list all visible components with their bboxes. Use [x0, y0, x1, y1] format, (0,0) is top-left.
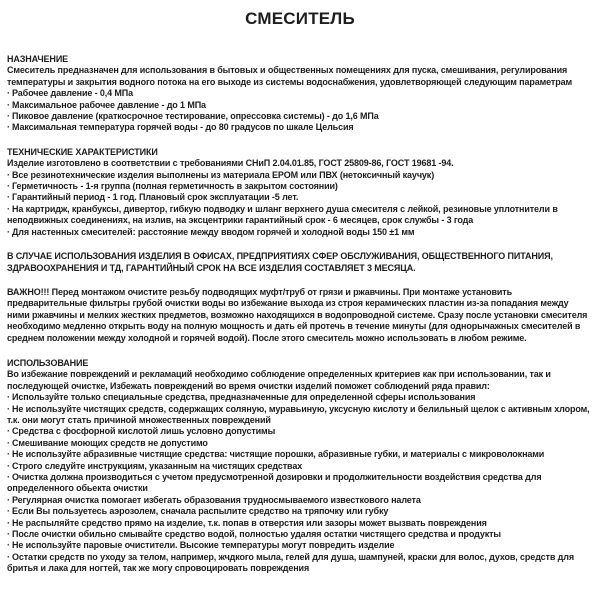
bullet-icon: · — [7, 506, 10, 517]
list-item-text: Смешивание моющих средств не допустимо — [12, 437, 208, 448]
section-usage — [7, 358, 593, 575]
office-warranty-notice: В СЛУЧАЕ ИСПОЛЬЗОВАНИЯ ИЗДЕЛИЯ В ОФИСАХ, ПРЕДПРИЯТИЯХ СФЕР ОБСЛУЖИВАНИЯ, ОБЩЕСТВЕННОГО ПИТАНИЯ, ЗДРАВООХРАНЕНИЯ И ТД, ГАРАНТИЙНЫЙ СРОК НА ВСЕ ИЗДЕЛИЯ СОСТАВЛЯЕТ 3 МЕСЯЦА. — [7, 251, 553, 273]
list-item — [7, 88, 593, 99]
section-intro: Смеситель предназначен для использования в бытовых и общественных помещениях для пуска, смешивания, регулирования температуры и закрытия водного потока на его выходе из системы водоснабжения, удовлетворяющей следующим параметрам — [7, 65, 573, 87]
section-tech — [7, 147, 593, 238]
list-item — [7, 552, 593, 575]
list-item — [7, 204, 593, 227]
list-item-text: Используйте только специальные средства, предназначенные для определенной сферы использования — [12, 392, 476, 403]
section-intro: Изделие изготовлено в соответствии с требованиями СНиП 2.04.01.85, ГОСТ 25809-86, ГОСТ 19681 -94. — [7, 158, 454, 169]
bullet-icon: · — [7, 517, 10, 528]
list-item-text: Пиковое давление (краткосрочное тестирование, опрессовка системы) - до 1,6 МПа — [12, 111, 379, 122]
list-item-text: Рабочее давление - 0,4 МПа — [12, 88, 134, 99]
list-item-text: Не используйте абразивные чистящие средства: чистящие порошки, абразивные губки, и материалы с микроволокнами — [12, 449, 545, 460]
list-item — [7, 404, 593, 427]
bullet-icon: · — [7, 181, 10, 192]
bullet-icon: · — [7, 226, 10, 237]
list-item — [7, 438, 593, 449]
bullet-icon: · — [7, 392, 10, 403]
list-item — [7, 506, 593, 517]
document-title: СМЕСИТЕЛЬ — [245, 9, 355, 28]
section-intro: Во избежание повреждений и рекламаций необходимо соблюдение определенных критериев как при использовании, так и последующей очистке, Избежать повреждений во время очистки изделий поможет соблюдений ряда правил: — [7, 369, 551, 391]
list-item — [7, 472, 593, 495]
list-item — [7, 529, 593, 540]
list-item-text: Не используйте чистящих средств, содержащих соляную, муравьиную, уксусную кислоту и белильный щелок с активным хлором, т.к. они могут стать причиной множественных повреждений — [7, 403, 590, 425]
list-item-text: Максимальная температура горячей воды - до 80 градусов по шкале Цельсия — [12, 122, 354, 133]
bullet-icon: · — [7, 169, 10, 180]
bullet-icon: · — [7, 426, 10, 437]
bullet-icon: · — [7, 551, 10, 562]
list-item — [7, 495, 593, 506]
list-item — [7, 122, 593, 133]
important-notice: ВАЖНО!!! Перед монтажом очистите резьбу подводящих муфт/труб от грязи и ржавчины. При монтаже установить предварительные фильтры грубой очистки воды во избежание выхода из строя керамических пластин из-за попадания между ними ржавчины и мелких жестких предметов, возможно находящихся в водопроводной системе. Сразу после установки смесителя необходимо медленно открыть воду на полную мощность и дать ей протечь в течение минуты (для однорычажных смесителей в среднем положении между холодной и горячей водой). После этого смеситель можно использовать в любом режиме. — [7, 286, 588, 343]
list-item — [7, 111, 593, 122]
list-item-text: Максимальное рабочее давление - до 1 МПа — [12, 99, 206, 110]
bullet-icon: · — [7, 203, 10, 214]
bullet-icon: · — [7, 99, 10, 110]
section-naznachenie — [7, 54, 593, 134]
list-item — [7, 227, 593, 238]
list-item-text: Для настенных смесителей: расстояние между вводом горячей и холодной воды 150 ±1 мм — [12, 226, 415, 237]
list-item-text: После очистки обильно смывайте средство водой, полностью удаляя остатки чистящего средства и продукты — [12, 529, 501, 540]
list-item-text: Остатки средств по уходу за телом, например, жчдкого мыла, гелей для душа, шампуней, краски для волос, духов, средств для бритья и лака для ногтей, так же могу спровоцировать повреждения — [7, 551, 574, 574]
bullet-icon: · — [7, 540, 10, 551]
list-item — [7, 540, 593, 551]
section-header-naznachenie: НАЗНАЧЕНИЕ — [7, 54, 69, 64]
bullet-icon: · — [7, 472, 10, 482]
list-item-text: Если Вы пользуетесь аэрозолем, сначала распылите средство на тряпочку или губку — [12, 506, 389, 517]
bullet-icon: · — [7, 88, 10, 99]
list-item — [7, 426, 593, 437]
section-header-tech: ТЕХНИЧЕСКИЕ ХАРАКТЕРИСТИКИ — [7, 146, 158, 157]
list-item-text: На картридж, кранбуксы, дивертор, гибкую подводку и шланг верхнего душа смесителя с лейкой, резиновые уплотнители в неподвижных соединениях, на излив, на эксцентрики гарантийный срок - 6 месяцев, срок службы - 3 года — [7, 203, 558, 226]
list-item — [7, 392, 593, 403]
section-header-usage: ИСПОЛЬЗОВАНИЕ — [7, 357, 89, 368]
list-item — [7, 170, 593, 181]
bullet-icon: · — [7, 449, 10, 460]
bullet-icon: · — [7, 403, 10, 414]
bullet-icon: · — [7, 122, 10, 133]
list-item — [7, 100, 593, 111]
list-item-text: Все резинотехнические изделия выполнены из материала EPOM или ПВХ (нетоксичный каучук) — [12, 169, 435, 180]
list-item-text: Строго следуйте инструкциям, указанным на чистящих средствах — [12, 460, 303, 471]
bullet-icon: · — [7, 192, 10, 203]
list-item-text: Регулярная очистка помогает избегать образования трудносмываемого известкового налета — [12, 494, 421, 505]
list-item — [7, 449, 593, 460]
bullet-icon: · — [7, 460, 10, 471]
list-item-text: Герметичность - 1-я группа (полная герметичность в закрытом состоянии) — [12, 181, 338, 192]
bullet-icon: · — [7, 529, 10, 540]
list-item-text: Средства с фосфорной кислотой лишь условно допустимы — [12, 426, 276, 437]
bullet-icon: · — [7, 494, 10, 505]
list-item — [7, 181, 593, 192]
list-item — [7, 192, 593, 203]
list-item-text: Не используйте паровые очистители. Высокие температуры могут повредить изделие — [12, 540, 395, 551]
list-item-text: Очистка должна производиться с учетом предусмотренной дозировки и продолжительности воздействия средства для определенного обьекта очистки — [7, 472, 542, 494]
bullet-icon: · — [7, 437, 10, 448]
list-item-text: Не распыляйте средство прямо на изделие, т.к. попав в отверстия или зазоры может вызвать повреждения — [12, 517, 487, 528]
list-item-text: Гарантийный период - 1 год. Плановый срок эксплуатации -5 лет. — [12, 192, 299, 203]
bullet-icon: · — [7, 111, 10, 122]
list-item — [7, 461, 593, 472]
list-item — [7, 518, 593, 529]
